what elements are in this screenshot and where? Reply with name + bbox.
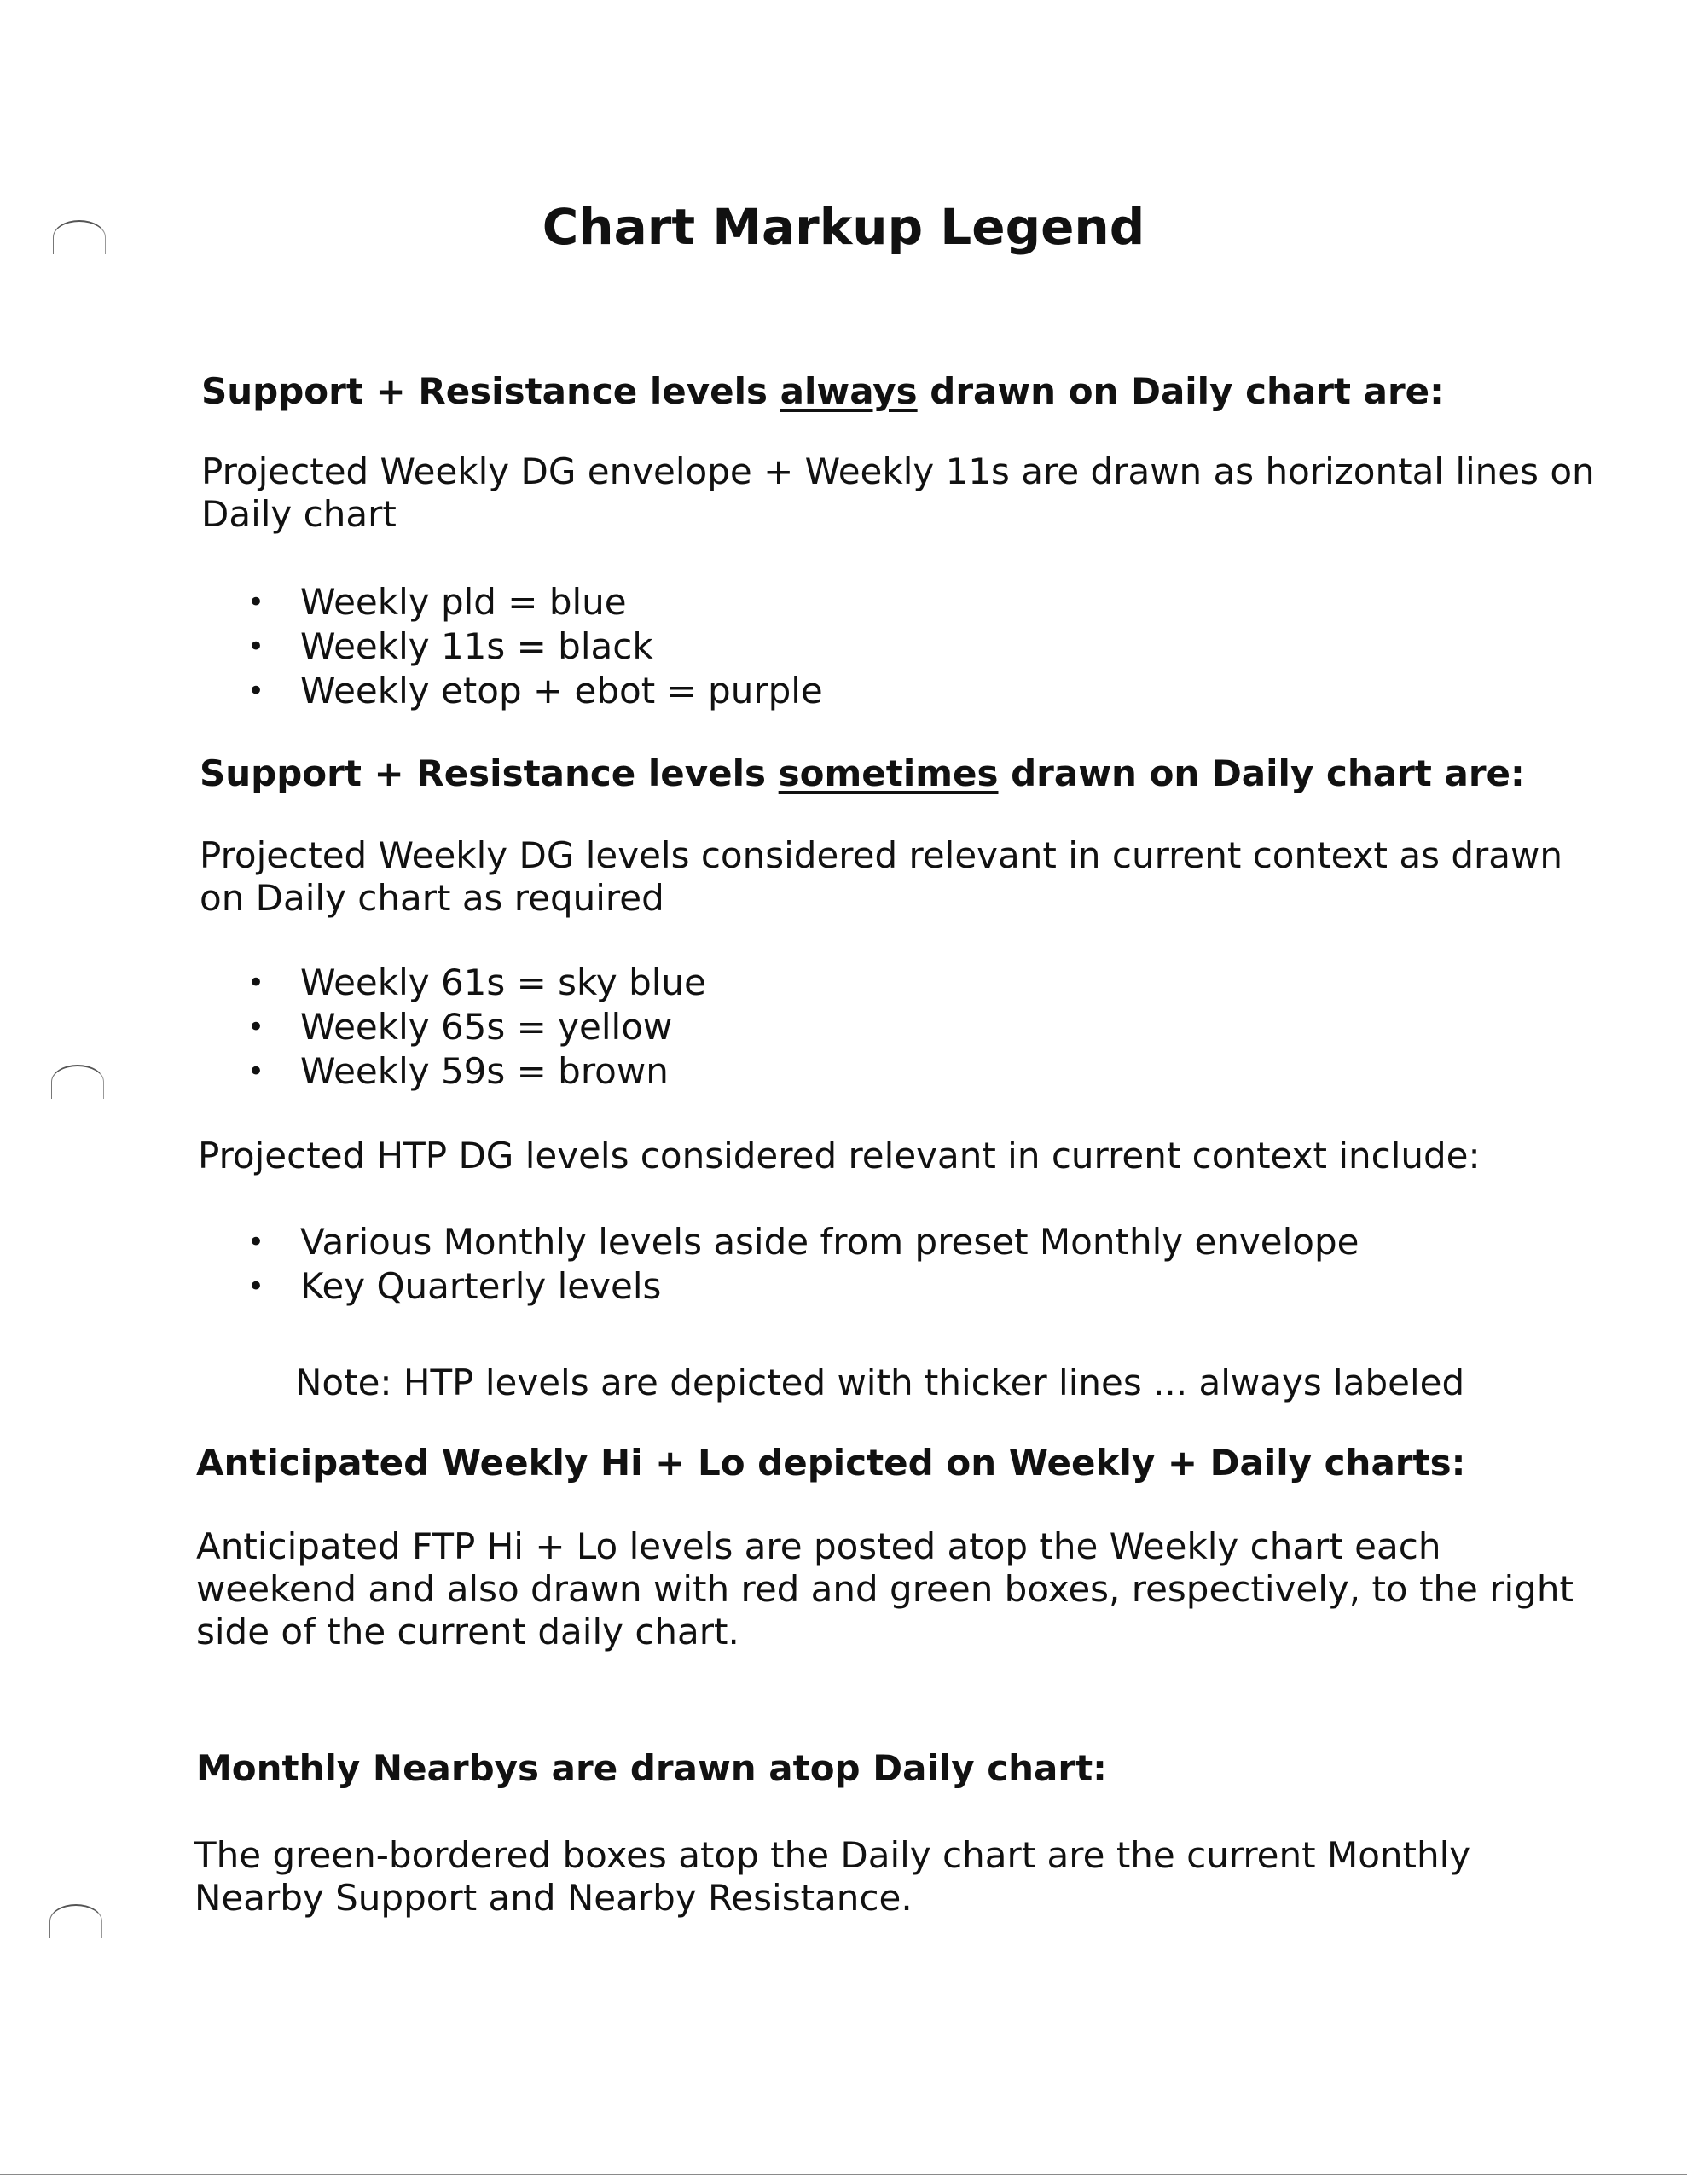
bullet-list — [247, 1220, 1359, 1309]
paragraph-line: Nearby Support and Nearby Resistance. — [194, 1877, 913, 1919]
bullet-list — [247, 961, 706, 1094]
list-item: • Weekly 61s = sky blue — [247, 961, 706, 1005]
page-title: Chart Markup Legend — [542, 198, 1145, 256]
paragraph-line: Anticipated FTP Hi + Lo levels are posted atop the Weekly chart each — [196, 1525, 1441, 1567]
note-text: Note: HTP levels are depicted with thicker lines ... always labeled — [295, 1362, 1465, 1403]
heading-emphasis: always — [780, 370, 918, 412]
section-heading-monthly-nearbys: Monthly Nearbys are drawn atop Daily chart: — [196, 1747, 1107, 1789]
page-bottom-rule — [0, 2174, 1687, 2175]
paragraph-line: Daily chart — [201, 493, 397, 535]
punch-hole-bottom — [49, 1904, 102, 1938]
section-paragraph — [200, 834, 1562, 920]
heading-text: drawn on Daily chart are: — [998, 752, 1525, 794]
section-heading-anticipated: Anticipated Weekly Hi + Lo depicted on Weekly + Daily charts: — [196, 1442, 1466, 1484]
list-item: • Weekly pld = blue — [247, 580, 823, 624]
section-heading-sometimes — [200, 752, 1525, 794]
section-paragraph — [194, 1834, 1470, 1920]
list-item: • Weekly etop + ebot = purple — [247, 669, 823, 713]
punch-hole-middle — [51, 1065, 104, 1099]
list-item: • Key Quarterly levels — [247, 1264, 1359, 1309]
paragraph-line: Projected Weekly DG levels considered relevant in current context as drawn — [200, 834, 1562, 876]
list-item: • Weekly 59s = brown — [247, 1049, 706, 1094]
paragraph-line: The green-bordered boxes atop the Daily chart are the current Monthly — [194, 1834, 1471, 1876]
heading-text: Support + Resistance levels — [201, 370, 780, 412]
section-heading-always — [201, 370, 1444, 412]
bullet-list — [247, 580, 823, 713]
heading-text: drawn on Daily chart are: — [917, 370, 1444, 412]
section-paragraph — [201, 450, 1595, 536]
list-item: • Weekly 11s = black — [247, 624, 823, 669]
htp-paragraph: Projected HTP DG levels considered relevant in current context include: — [198, 1135, 1481, 1176]
heading-emphasis: sometimes — [778, 752, 999, 794]
section-paragraph — [196, 1525, 1574, 1653]
paragraph-line: weekend and also drawn with red and green boxes, respectively, to the right — [196, 1568, 1574, 1610]
heading-text: Support + Resistance levels — [200, 752, 779, 794]
paragraph-line: Projected Weekly DG envelope + Weekly 11s are drawn as horizontal lines on — [201, 450, 1595, 492]
list-item: • Various Monthly levels aside from preset Monthly envelope — [247, 1220, 1359, 1264]
paragraph-line: side of the current daily chart. — [196, 1611, 739, 1653]
paragraph-line: on Daily chart as required — [200, 877, 664, 919]
list-item: • Weekly 65s = yellow — [247, 1005, 706, 1049]
